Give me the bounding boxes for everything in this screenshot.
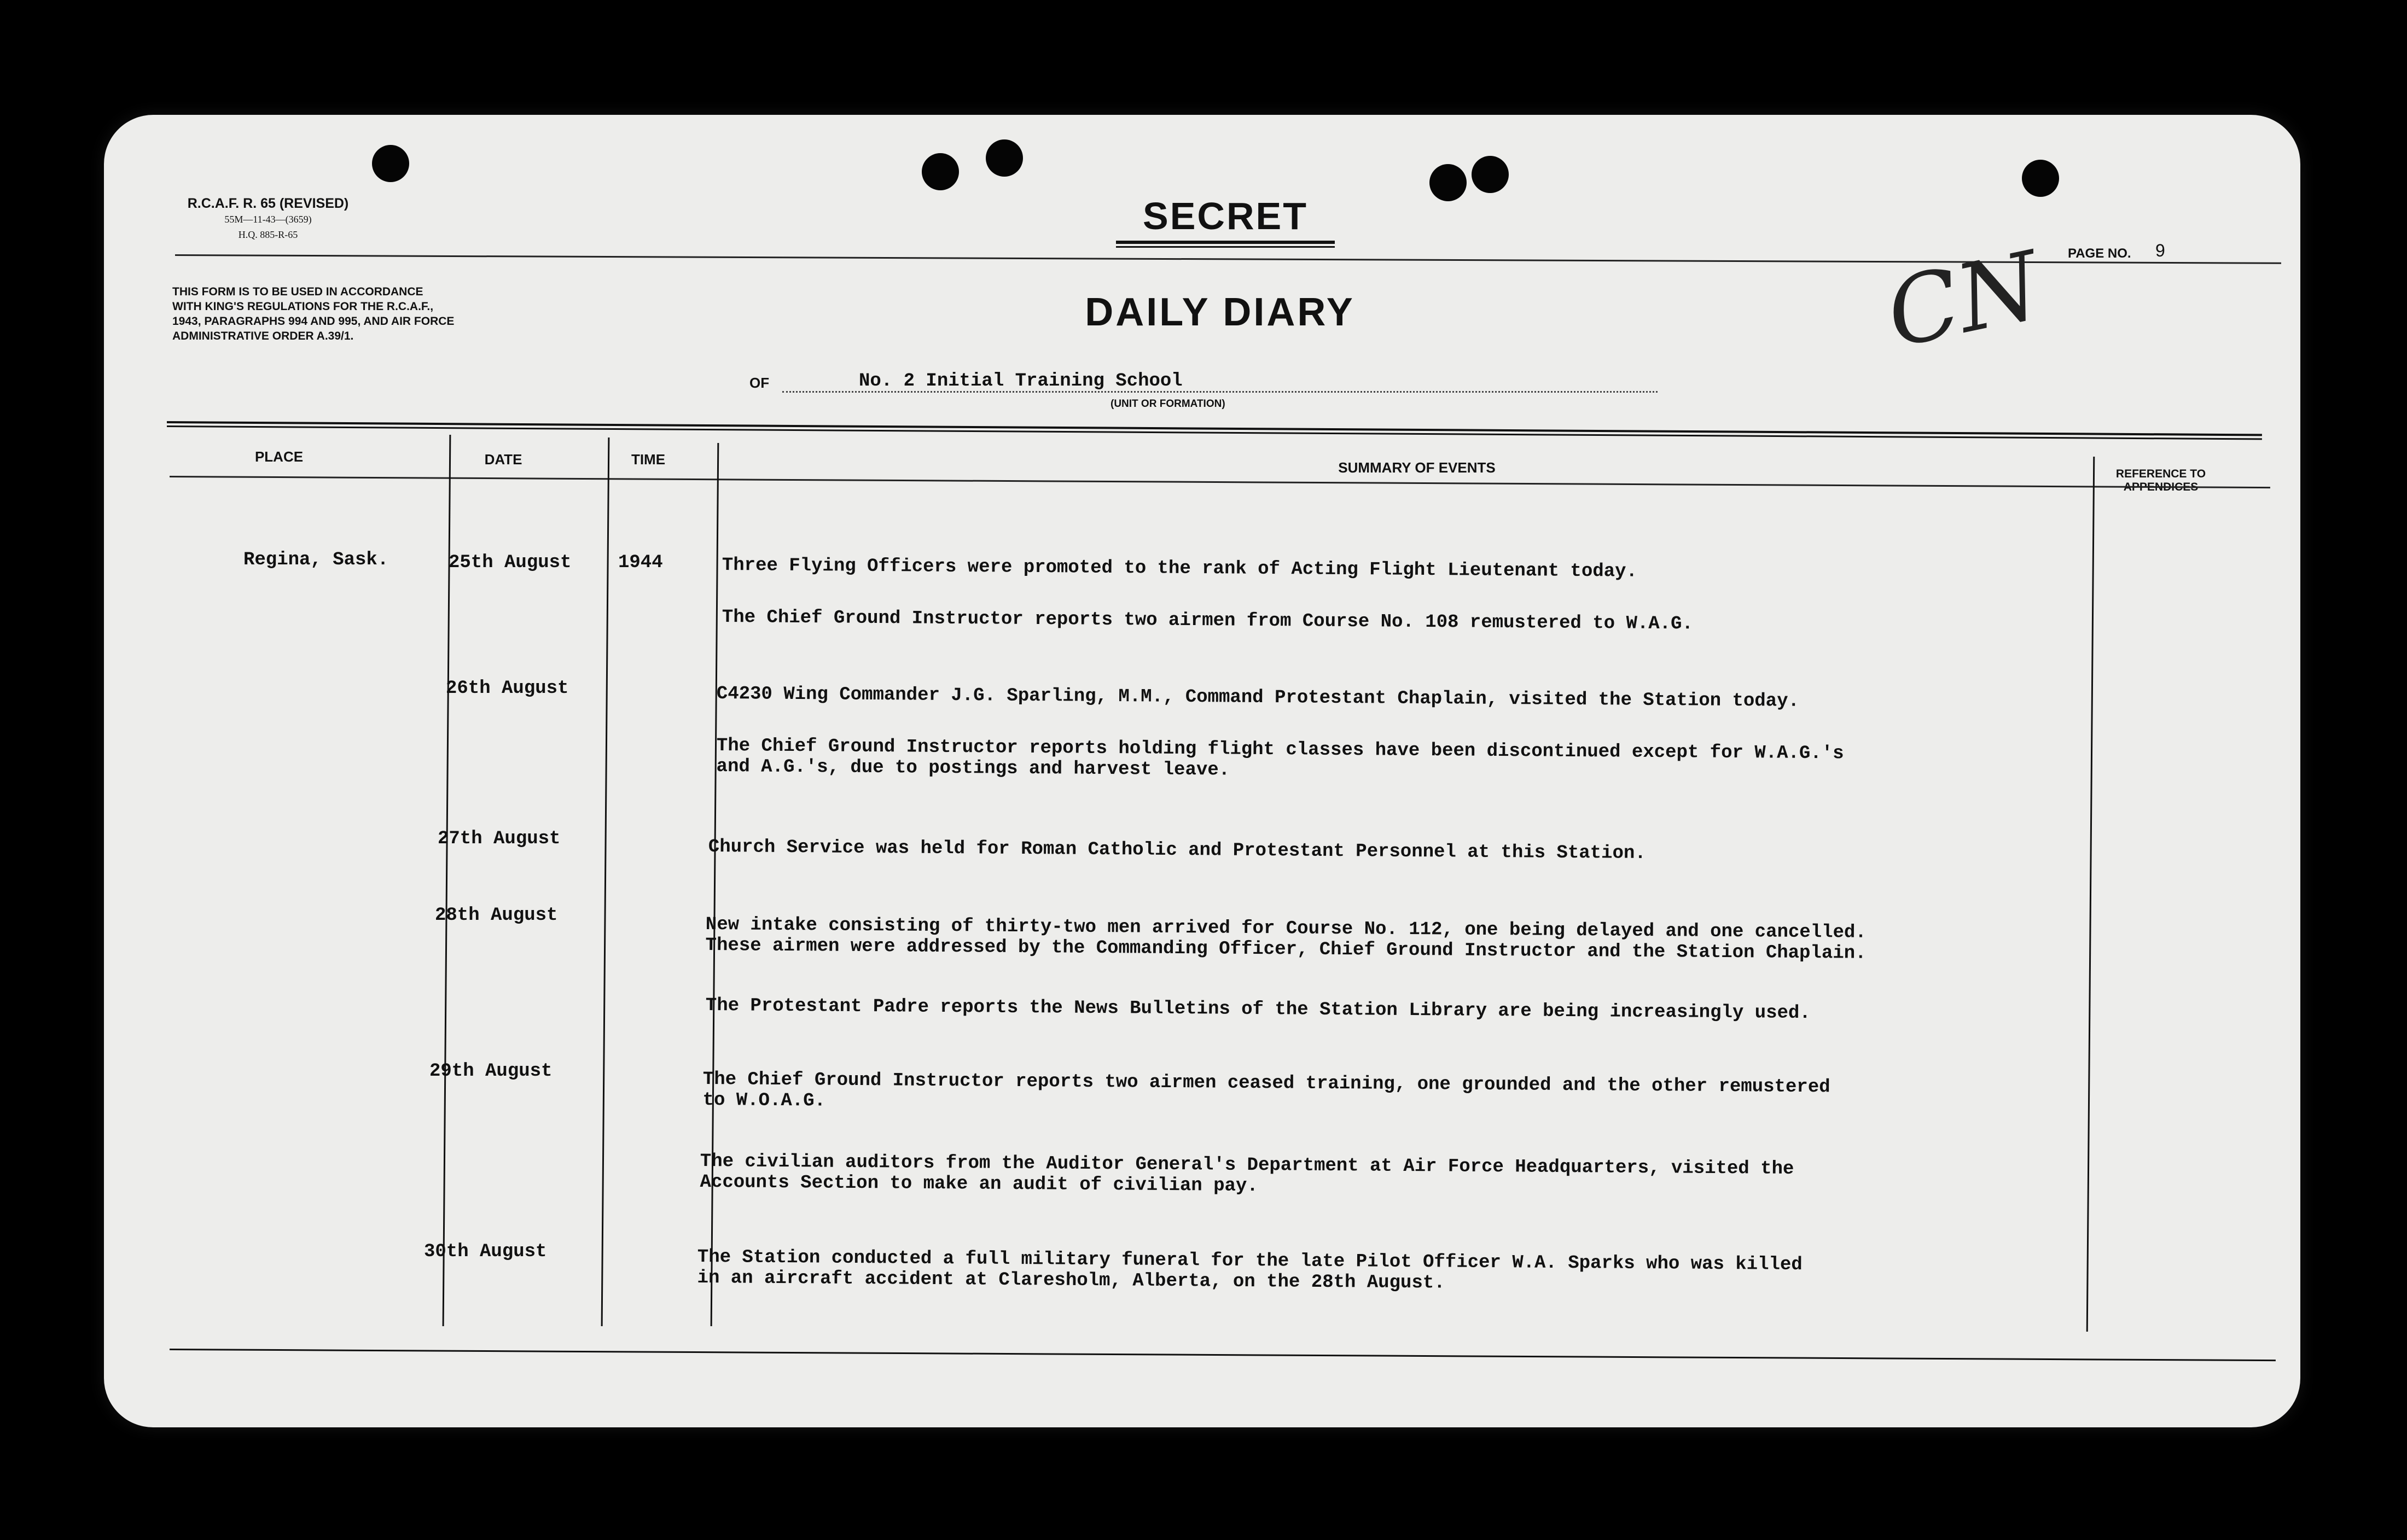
place-cell: Regina, Sask.	[243, 550, 389, 570]
date-cell: 29th August	[429, 1061, 553, 1082]
security-classification: SECRET	[1143, 195, 1308, 237]
form-code-line: R.C.A.F. R. 65 (REVISED)	[187, 196, 349, 211]
form-code-line: 55M—11-43—(3659)	[224, 214, 312, 225]
unit-caption: (UNIT OR FORMATION)	[1111, 398, 1225, 410]
page-title: DAILY DIARY	[1085, 290, 1355, 334]
column-header-reference	[2084, 468, 2237, 494]
binder-hole	[922, 153, 959, 190]
column-divider	[711, 443, 719, 1326]
regulations-note	[172, 284, 588, 343]
event-entry: The Chief Ground Instructor reports holding flight classes have been discontinued except for W.A.G.'s and A.G.'s, due to postings and harvest leave.	[716, 736, 1844, 781]
binder-hole	[372, 145, 409, 182]
form-code	[186, 196, 350, 242]
event-entry: The civilian auditors from the Auditor General's Department at Air Force Headquarters, visited the Accounts Section to make an audit of civilian pay.	[700, 1151, 1794, 1197]
event-entry: Three Flying Officers were promoted to the rank of Acting Flight Lieutenant today.	[722, 555, 1638, 582]
binder-hole	[986, 139, 1023, 177]
divider	[170, 476, 2270, 488]
date-cell: 25th August	[449, 552, 572, 573]
column-divider	[601, 438, 610, 1326]
column-header-time: TIME	[631, 451, 666, 468]
divider	[1116, 246, 1335, 248]
page-number-value: 9	[2155, 241, 2165, 260]
event-entry: New intake consisting of thirty-two men arrived for Course No. 112, one being delayed and one cancelled. These airmen were addressed by the Commanding Officer, Chief Ground Instructor and the Station Chaplain.	[705, 914, 1867, 964]
page-number-label: PAGE NO.	[2068, 246, 2131, 261]
event-entry: The Chief Ground Instructor reports two airmen from Course No. 108 remustered to W.A.G.	[722, 607, 1694, 635]
regulations-line: WITH KING'S REGULATIONS FOR THE R.C.A.F.,	[172, 300, 434, 313]
event-entry: The Chief Ground Instructor reports two airmen ceased training, one grounded and the other remustered to W.O.A.G.	[702, 1069, 1830, 1112]
date-cell: 28th August	[435, 905, 558, 926]
column-header-summary: SUMMARY OF EVENTS	[1338, 459, 1496, 476]
date-cell: 27th August	[438, 829, 561, 849]
reference-header-line: APPENDICES	[2123, 481, 2199, 493]
unit-name: No. 2 Initial Training School	[859, 371, 1183, 392]
column-header-place: PLACE	[254, 448, 304, 465]
binder-hole	[1429, 164, 1467, 201]
date-cell: 30th August	[424, 1241, 547, 1262]
binder-hole	[1472, 156, 1509, 193]
event-entry: The Protestant Padre reports the News Bulletins of the Station Library are being increasingly used.	[705, 995, 1811, 1024]
divider	[1116, 241, 1335, 244]
divider	[170, 1349, 2276, 1361]
column-divider	[2086, 457, 2095, 1332]
form-code-line: H.Q. 885-R-65	[238, 229, 298, 240]
regulations-line: 1943, PARAGRAPHS 994 AND 995, AND AIR FORCE	[172, 315, 455, 328]
regulations-line: THIS FORM IS TO BE USED IN ACCORDANCE	[172, 285, 423, 298]
event-entry: C4230 Wing Commander J.G. Sparling, M.M., Command Protestant Chaplain, visited the Station today.	[716, 684, 1800, 712]
event-entry: Church Service was held for Roman Catholic and Protestant Personnel at this Station.	[708, 837, 1646, 864]
binder-hole	[2022, 160, 2059, 197]
diary-card	[104, 115, 2300, 1427]
regulations-line: ADMINISTRATIVE ORDER A.39/1.	[172, 330, 354, 342]
reference-header-line: REFERENCE TO	[2115, 468, 2206, 480]
date-cell: 26th August	[446, 678, 569, 699]
time-cell: 1944	[618, 552, 663, 573]
handwritten-initials: CN	[1877, 231, 2050, 369]
column-header-date: DATE	[484, 451, 522, 468]
event-entry: The Station conducted a full military funeral for the late Pilot Officer W.A. Sparks who was killed in an aircraft accident at Claresholm, Alberta, on the 28th August.	[697, 1247, 1803, 1294]
of-label: OF	[749, 375, 770, 391]
